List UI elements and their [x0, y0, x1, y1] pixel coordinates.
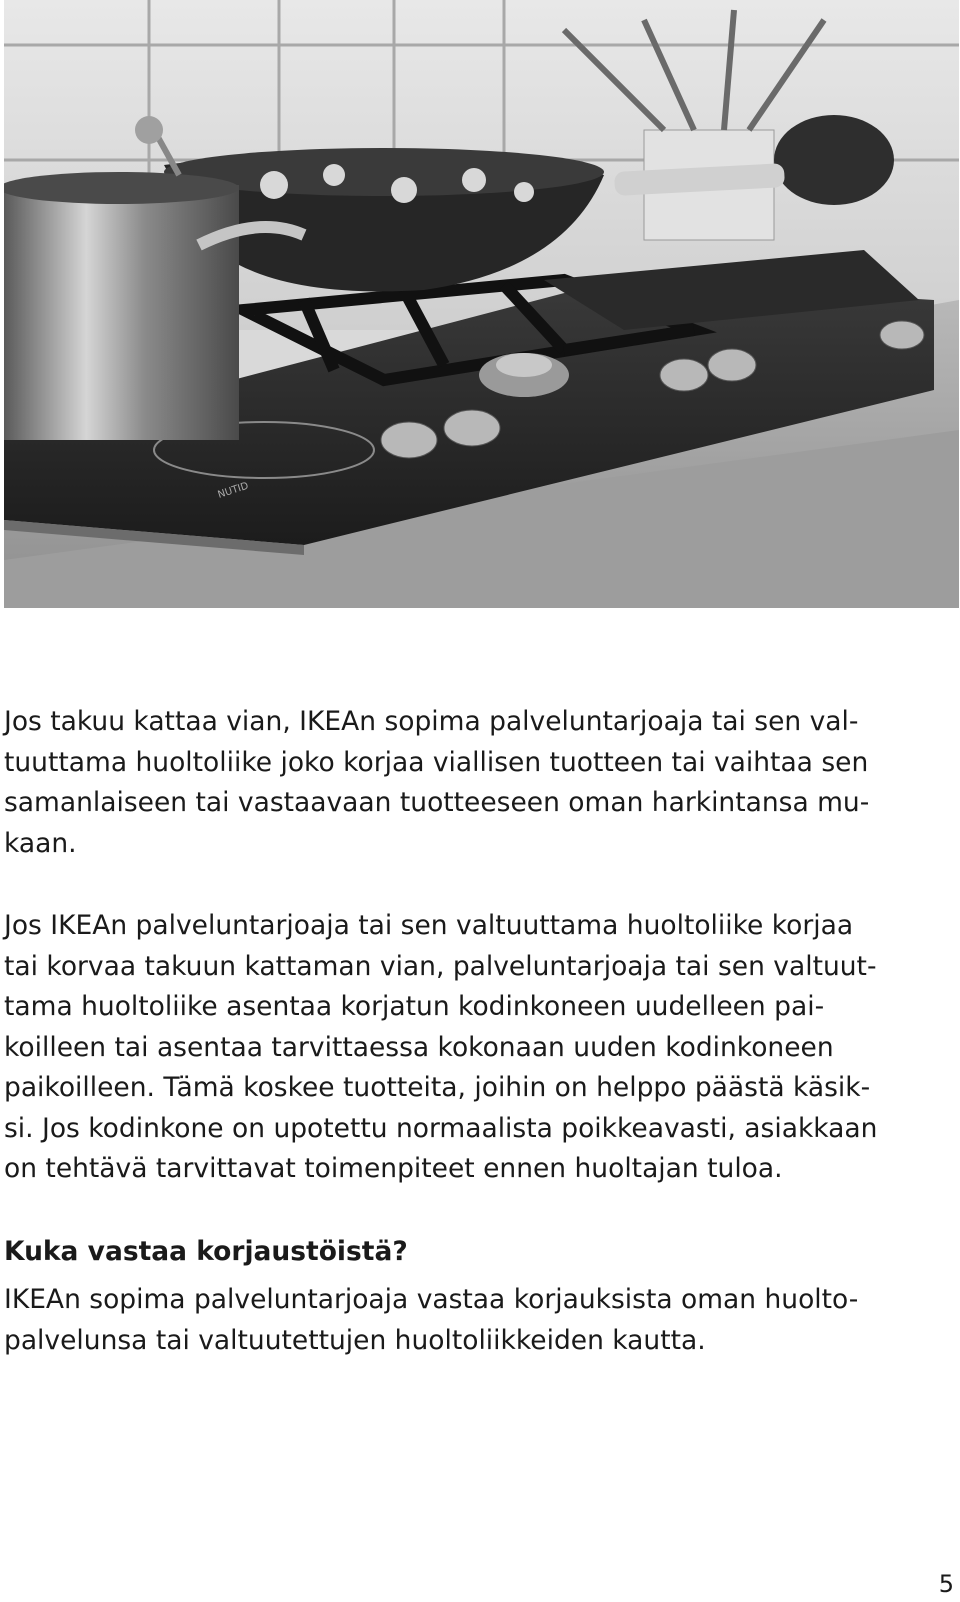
hob-brand-text: NUTID	[216, 480, 250, 501]
text-line: Jos takuu kattaa vian, IKEAn sopima palveluntarjoaja tai sen val-	[4, 706, 859, 737]
repair-paragraph	[4, 1280, 952, 1361]
warranty-paragraph-2	[4, 906, 952, 1190]
text-line: IKEAn sopima palveluntarjoaja vastaa korjauksista oman huolto-	[4, 1284, 859, 1315]
text-line: paikoilleen. Tämä koskee tuotteita, joihin on helppo päästä käsik-	[4, 1072, 871, 1103]
text-line: samanlaiseen tai vastaavaan tuotteeseen oman harkintansa mu-	[4, 787, 870, 818]
kitchen-cooktop-photo	[4, 0, 959, 608]
text-line: Jos IKEAn palveluntarjoaja tai sen valtuuttama huoltoliike korjaa	[4, 910, 854, 941]
page-number: 5	[938, 1570, 954, 1598]
warranty-paragraph-1	[4, 702, 952, 864]
text-line: on tehtävä tarvittavat toimenpiteet ennen huoltajan tuloa.	[4, 1153, 783, 1184]
text-line: tuuttama huoltoliike joko korjaa viallisen tuotteen tai vaihtaa sen	[4, 746, 869, 778]
text-line: kaan.	[4, 827, 77, 859]
text-line: koilleen tai asentaa tarvittaessa kokonaan uuden kodinkoneen	[4, 1031, 834, 1063]
text-line: tama huoltoliike asentaa korjatun kodinkoneen uudelleen pai-	[4, 991, 825, 1022]
section-heading: Kuka vastaa korjaustöistä?	[4, 1236, 408, 1267]
text-line: si. Jos kodinkone on upotettu normaalista poikkeavasti, asiakkaan	[4, 1112, 878, 1144]
text-line: tai korvaa takuun kattaman vian, palveluntarjoaja tai sen valtuut-	[4, 950, 877, 982]
cooktop-illustration	[4, 0, 959, 608]
text-line: palvelunsa tai valtuutettujen huoltoliikkeiden kautta.	[4, 1324, 706, 1356]
